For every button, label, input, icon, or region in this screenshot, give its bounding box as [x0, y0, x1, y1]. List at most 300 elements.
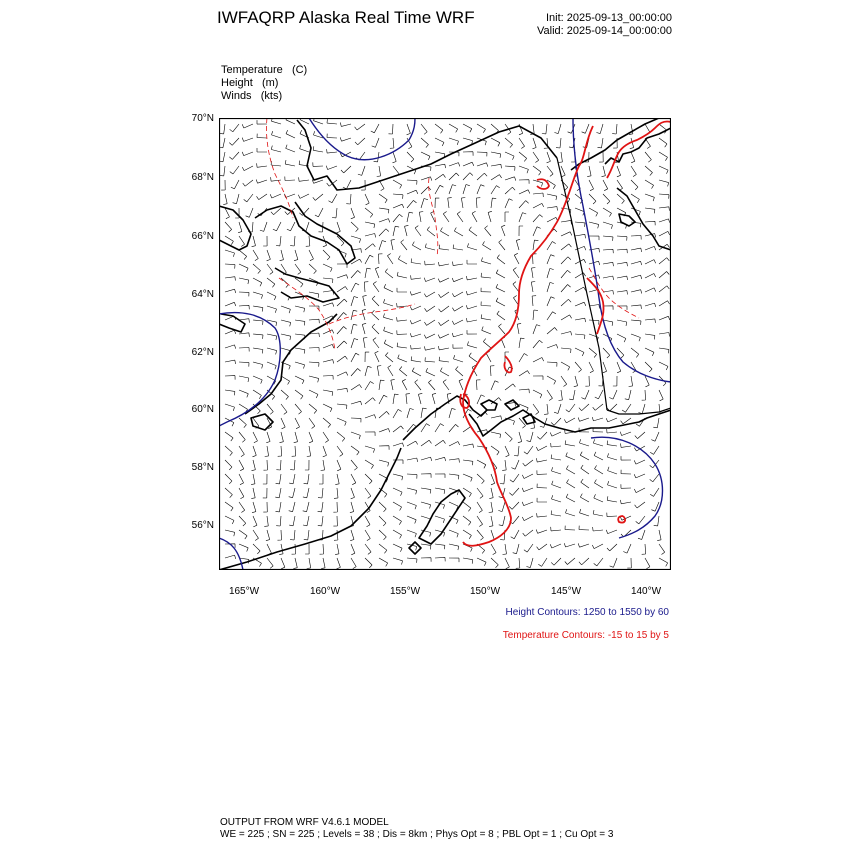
wind-barb: [281, 334, 291, 340]
wind-barb: [561, 315, 572, 320]
wind-barb: [561, 270, 571, 278]
wind-barb: [393, 152, 397, 163]
wind-barb: [323, 303, 334, 307]
wind-barb: [513, 544, 519, 554]
wind-barb: [407, 408, 414, 418]
height-contour-legend: Height Contours: 1250 to 1550 by 60: [505, 607, 669, 618]
wind-barb: [337, 418, 346, 426]
wind-barb: [410, 306, 421, 310]
wind-barb: [304, 474, 309, 484]
wind-barb: [411, 345, 421, 349]
wind-barb: [410, 291, 421, 295]
wind-barb: [351, 324, 357, 334]
lon-label-155: 155°W: [389, 586, 421, 597]
wind-barb: [505, 138, 513, 148]
coastlines: [219, 118, 671, 570]
wind-barb: [425, 306, 436, 312]
lat-label-66: 66°N: [191, 231, 214, 242]
wind-barb: [477, 163, 488, 167]
wind-barb: [463, 152, 473, 156]
wind-barb: [323, 360, 334, 364]
wind-barb: [389, 124, 394, 134]
wind-barb: [295, 404, 302, 414]
wind-barb: [239, 250, 247, 260]
wind-barb: [547, 362, 557, 367]
wind-barb: [589, 222, 599, 228]
wind-barb: [438, 346, 449, 350]
wind-barb: [547, 282, 554, 292]
wind-barb: [407, 558, 417, 563]
wind-barb: [337, 222, 341, 233]
wind-barb: [334, 488, 338, 498]
wind-barb: [351, 446, 359, 455]
wind-barb: [552, 481, 561, 488]
wind-barb: [532, 268, 536, 279]
wind-barb: [267, 278, 275, 287]
wind-barb: [443, 212, 449, 223]
kodiak-small: [409, 542, 421, 554]
wind-barb: [285, 177, 295, 181]
wind-barb: [273, 222, 281, 231]
wind-barb: [524, 544, 533, 552]
wind-barb: [519, 213, 526, 222]
wind-barb: [264, 516, 268, 526]
wind-barb: [547, 217, 558, 222]
wind-barb: [496, 284, 505, 292]
wind-barb: [278, 530, 282, 540]
wind-barb: [351, 208, 355, 219]
wind-barb: [617, 362, 621, 373]
wind-barb: [491, 446, 499, 455]
wind-barb: [547, 166, 553, 176]
wind-barb: [397, 343, 407, 348]
wind-barb: [393, 180, 402, 189]
wind-barb: [533, 138, 537, 149]
wind-barb: [305, 460, 309, 470]
wind-barb: [561, 257, 571, 264]
wind-barb: [379, 502, 386, 512]
wind-barb: [533, 152, 539, 163]
wind-barb: [309, 333, 319, 337]
wind-barb: [309, 376, 319, 382]
wind-barb: [253, 376, 262, 384]
wind-barb: [323, 291, 334, 295]
wind-barb: [580, 509, 590, 516]
wind-barb: [295, 306, 305, 312]
wind-barb: [267, 362, 276, 369]
wind-barb: [505, 558, 509, 569]
wind-barb: [387, 254, 393, 265]
inland-lakes: [619, 214, 635, 226]
wind-barb: [513, 282, 519, 292]
wind-barb: [309, 348, 319, 352]
wind-barb: [407, 488, 417, 494]
wind-barb: [524, 446, 533, 454]
wind-barb: [659, 207, 669, 211]
wind-barb: [491, 152, 501, 158]
wind-barb: [421, 440, 432, 446]
wind-barb: [372, 324, 379, 334]
wind-barb: [547, 390, 553, 401]
wind-barb: [257, 134, 267, 138]
wind-barb: [233, 194, 239, 204]
wind-barb: [265, 446, 269, 457]
wind-barb: [239, 488, 244, 499]
wind-barb: [281, 404, 287, 414]
wind-barb: [351, 339, 358, 349]
wind-barb: [527, 432, 534, 442]
wind-barb: [483, 339, 491, 348]
alaska-peninsula: [219, 448, 401, 570]
wind-barb: [438, 278, 449, 282]
wind-barb: [522, 502, 533, 506]
wind-barb: [439, 292, 450, 298]
wind-barb: [351, 369, 361, 377]
wind-barb: [252, 236, 256, 247]
valid-time: Valid: 2025-09-14_00:00:00: [537, 25, 672, 37]
wind-barb: [337, 356, 347, 362]
wind-barb: [634, 488, 645, 493]
wind-barb: [377, 166, 381, 177]
wind-barb: [609, 390, 617, 399]
wind-barb: [561, 285, 571, 293]
wind-barb: [449, 424, 459, 432]
wind-barb: [452, 306, 463, 311]
bristol-coast: [245, 314, 337, 414]
wind-barb: [407, 530, 416, 537]
wind-barb: [581, 479, 589, 488]
wind-barb: [477, 185, 484, 194]
wind-barb: [365, 516, 370, 527]
wind-barb: [617, 262, 628, 266]
wind-barb: [425, 261, 435, 265]
wind-barb: [285, 160, 295, 166]
wind-barb: [463, 162, 474, 166]
wind-barb: [589, 348, 597, 358]
wind-barb: [551, 455, 561, 460]
wind-barb: [225, 222, 232, 232]
wind-barb: [561, 166, 565, 177]
lat-label-70: 70°N: [191, 113, 214, 124]
wind-barb: [230, 124, 239, 132]
wind-barb: [335, 474, 339, 485]
wind-barb: [510, 474, 519, 482]
wind-barb: [418, 393, 422, 404]
wind-barb: [552, 495, 562, 502]
wind-barb: [407, 502, 416, 509]
wind-barb: [300, 145, 309, 152]
wind-barb: [266, 530, 270, 541]
wind-barb: [225, 502, 233, 511]
wind-barb: [365, 268, 371, 278]
wind-barb: [243, 180, 253, 186]
lon-label-150: 150°W: [469, 586, 501, 597]
wind-barb: [421, 457, 432, 461]
wind-barb: [477, 516, 483, 527]
wind-barb: [393, 426, 403, 432]
wind-barb: [295, 264, 301, 274]
wind-barb: [617, 291, 628, 295]
wind-barb: [337, 388, 348, 392]
wind-barb: [454, 228, 463, 237]
wind-barb: [533, 310, 538, 320]
wind-barb: [276, 474, 281, 484]
wind-barb: [267, 292, 276, 300]
wind-barb: [631, 290, 642, 294]
wind-barb: [533, 227, 541, 236]
wind-barb: [421, 502, 431, 509]
wind-barb: [321, 460, 325, 471]
wind-barb: [276, 460, 281, 470]
wind-barb: [425, 244, 435, 250]
wind-barb: [559, 390, 563, 401]
wind-barb: [290, 530, 295, 540]
wind-barb: [463, 444, 474, 448]
wind-barb: [617, 249, 627, 253]
wind-barb: [603, 249, 613, 253]
wind-barb: [638, 404, 645, 414]
wind-barb: [318, 516, 323, 526]
wind-barb: [491, 544, 496, 555]
wind-barb: [499, 516, 505, 526]
wind-barb: [603, 348, 610, 358]
wind-barb: [397, 272, 407, 278]
wind-barb: [384, 327, 393, 334]
wind-barb: [346, 194, 351, 204]
wind-barb: [519, 152, 527, 161]
wind-barb: [659, 286, 669, 292]
wind-barb: [260, 222, 267, 231]
wind-barb: [435, 138, 444, 146]
wind-barb: [566, 466, 575, 475]
wind-barb: [401, 240, 407, 250]
wind-barb: [518, 432, 522, 443]
wind-barb: [256, 180, 267, 184]
wind-barb: [337, 299, 347, 306]
wind-barb: [239, 376, 249, 382]
wind-barb: [645, 348, 654, 356]
wind-barb: [565, 558, 575, 565]
wind-barb: [449, 558, 459, 562]
wind-barb: [271, 146, 281, 152]
wind-barb: [489, 488, 493, 499]
wind-barb: [621, 456, 631, 460]
wind-barb: [607, 496, 617, 502]
map-title: IWFAQRP Alaska Real Time WRF: [217, 8, 475, 27]
wind-barb: [225, 264, 235, 269]
wind-barb: [449, 124, 458, 132]
wind-barb: [603, 306, 613, 310]
wind-barb: [509, 488, 519, 495]
wind-barb: [318, 502, 323, 512]
wind-barb: [463, 124, 472, 132]
wind-barb: [514, 253, 519, 264]
wind-barb: [575, 287, 586, 292]
wind-barb: [645, 246, 656, 250]
wind-barb: [603, 208, 612, 217]
wind-barb: [239, 460, 244, 471]
wind-barb: [617, 334, 626, 342]
wind-barb: [481, 257, 491, 264]
wind-barb: [397, 317, 407, 321]
wind-barb: [238, 222, 242, 233]
wind-barb: [533, 376, 543, 380]
wind-barb: [397, 288, 407, 292]
lat-label-64: 64°N: [191, 289, 214, 300]
wind-barb: [267, 264, 273, 274]
wind-barb: [659, 316, 670, 320]
wind-barb: [622, 404, 631, 412]
wind-barb: [397, 330, 407, 334]
wind-barb: [659, 138, 667, 147]
wind-barb: [271, 161, 281, 166]
wind-barb: [631, 275, 642, 279]
wind-barb: [365, 460, 374, 469]
wind-barb: [393, 226, 399, 236]
wind-barb: [299, 177, 309, 181]
wind-barb: [519, 138, 525, 149]
wind-barb: [594, 452, 603, 460]
wind-barb: [421, 199, 428, 209]
wind-barb: [270, 194, 281, 198]
wind-barb: [593, 527, 603, 531]
wind-barb: [566, 509, 576, 516]
wind-barb: [253, 530, 259, 541]
wind-barb: [280, 432, 284, 443]
wind-barb: [452, 333, 463, 337]
wind-barb: [593, 439, 603, 446]
wind-barb: [306, 236, 310, 246]
wind-barb: [463, 185, 470, 195]
wind-barb: [239, 333, 249, 337]
variable-temperature: [221, 64, 307, 76]
wind-barb: [505, 166, 515, 171]
wind-barb: [379, 229, 389, 236]
wind-barb: [253, 390, 261, 399]
wind-barb: [304, 530, 309, 540]
wind-barb: [341, 166, 351, 173]
wind-barb: [645, 376, 649, 387]
wind-barb: [334, 530, 338, 540]
wind-barb: [519, 371, 530, 376]
wind-barb: [399, 367, 407, 377]
wind-barb: [229, 138, 239, 145]
wind-barb: [516, 239, 520, 250]
lat-label-62: 62°N: [191, 347, 214, 358]
wind-barb: [323, 330, 334, 334]
wind-barb: [267, 404, 273, 414]
wind-barb: [522, 488, 533, 492]
wind-barb: [432, 393, 436, 404]
wind-barb: [271, 177, 281, 181]
wind-barb: [335, 544, 339, 555]
wind-barb: [617, 320, 627, 326]
wind-barb: [547, 328, 557, 335]
wind-barb: [365, 352, 369, 362]
wind-barb: [452, 292, 463, 297]
wind-barb: [466, 291, 477, 295]
wind-barb: [581, 465, 589, 474]
wind-barb: [242, 166, 253, 171]
wind-barb: [343, 180, 351, 189]
wind-barb: [547, 297, 555, 306]
wind-barb: [491, 138, 500, 146]
wind-barb: [482, 327, 491, 335]
wind-barb: [636, 516, 645, 524]
wind-barb: [393, 488, 402, 496]
wind-barb: [544, 404, 548, 414]
wind-barb: [361, 180, 365, 190]
wind-barb: [537, 513, 547, 517]
wind-barb: [499, 240, 505, 250]
wind-barb: [634, 460, 645, 464]
wind-barb: [596, 124, 603, 134]
wind-barb: [239, 264, 248, 272]
wind-barb: [365, 474, 372, 484]
wind-barb: [438, 262, 449, 266]
init-time: Init: 2025-09-13_00:00:00: [546, 12, 672, 24]
wind-barb: [558, 152, 562, 163]
wind-barb: [514, 446, 519, 456]
wind-barb: [623, 544, 631, 553]
wind-barb: [281, 558, 285, 569]
wind-barb: [225, 516, 234, 524]
wind-barb: [332, 208, 337, 218]
wind-barb: [477, 173, 487, 180]
wind-barb: [659, 348, 669, 353]
wind-barb: [650, 446, 659, 454]
kotzebue-coast: [255, 202, 355, 264]
wind-barb: [469, 227, 477, 236]
wind-barb: [278, 446, 282, 456]
wind-barb: [323, 278, 333, 283]
wind-barb: [538, 558, 547, 566]
wind-barb: [421, 152, 430, 160]
wind-barb: [645, 274, 656, 279]
wind-barb: [225, 277, 235, 281]
wind-barb: [631, 305, 641, 309]
wind-barb: [537, 432, 547, 439]
wind-barb: [491, 432, 501, 438]
wind-barb: [645, 208, 655, 213]
wind-barb: [659, 180, 669, 186]
wind-barb: [477, 488, 483, 498]
wind-barb: [523, 460, 533, 466]
wind-barb: [659, 544, 665, 555]
wind-barb: [323, 250, 330, 260]
wind-barb: [379, 558, 388, 566]
wind-barb: [358, 166, 365, 175]
wind-barb: [225, 404, 235, 411]
wind-barb: [421, 424, 430, 432]
wind-barb: [659, 362, 668, 370]
wind-barb: [323, 344, 334, 348]
wind-barb: [607, 441, 617, 446]
wind-barb: [631, 166, 636, 177]
wind-barb: [411, 275, 421, 279]
wind-barb: [526, 558, 533, 568]
wind-barb: [421, 488, 431, 494]
wind-barb: [225, 390, 235, 395]
wind-barb: [489, 502, 493, 513]
wind-barb: [645, 558, 650, 569]
canada-lakes: [617, 188, 671, 250]
wind-barb: [533, 193, 543, 197]
wind-barb: [351, 236, 361, 243]
wind-barb: [351, 401, 362, 405]
wind-barb: [329, 194, 338, 203]
wind-barb: [488, 211, 492, 222]
